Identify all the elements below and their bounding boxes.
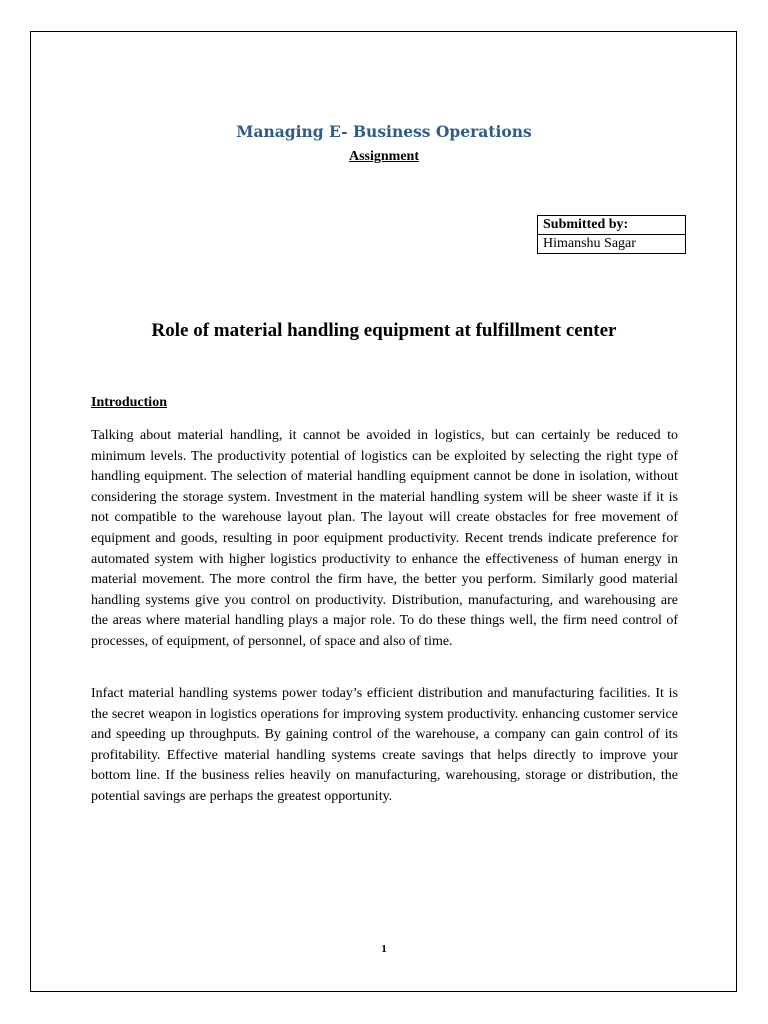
document-title: Role of material handling equipment at fulfillment center [151,320,617,341]
section-heading-introduction: Introduction [91,395,167,410]
paragraph-2: Infact material handling systems power today’s efficient distribution and manufacturing facilities. It is the secret weapon in logistics operations for improving system productivity. enhancing customer service and speeding up throughputs. By gaining control of the warehouse, a company can gain control of its profitability. Effective material handling systems create savings that helps directly to improve your bottom line. If the business relies heavily on manufacturing, warehousing, storage or distribution, the potential savings are perhaps the greatest opportunity. [91,686,678,804]
submitted-by-label: Submitted by: [538,216,686,235]
course-title: Managing E- Business Operations [236,122,532,141]
assignment-label: Assignment [348,149,419,164]
paragraph-1: Talking about material handling, it cannot be avoided in logistics, but can certainly be reduced to minimum levels. The productivity potential of logistics can be exploited by selecting the right type of handling equipment. The selection of material handling equipment cannot be done in isolation, without considering the storage system. Investment in the material handling system will be sheer waste if it is not compatible to the warehouse layout plan. The layout will create obstacles for free movement of equipment and goods, resulting in poor equipment productivity. Recent trends indicate preference for automated system with higher logistics productivity to enhance the effectiveness of human energy in material movement. The more control the firm have, the better you perform. Similarly good material handling systems give you control on productivity. Distribution, manufacturing, and warehousing are the areas where material handling plays a major role. To do these things well, the firm need control of processes, of equipment, of personnel, of space and also of time. [91,428,678,649]
submitted-by-table [537,215,686,254]
submitted-by-name: Himanshu Sagar [538,235,686,254]
page-number: 1 [381,943,387,955]
